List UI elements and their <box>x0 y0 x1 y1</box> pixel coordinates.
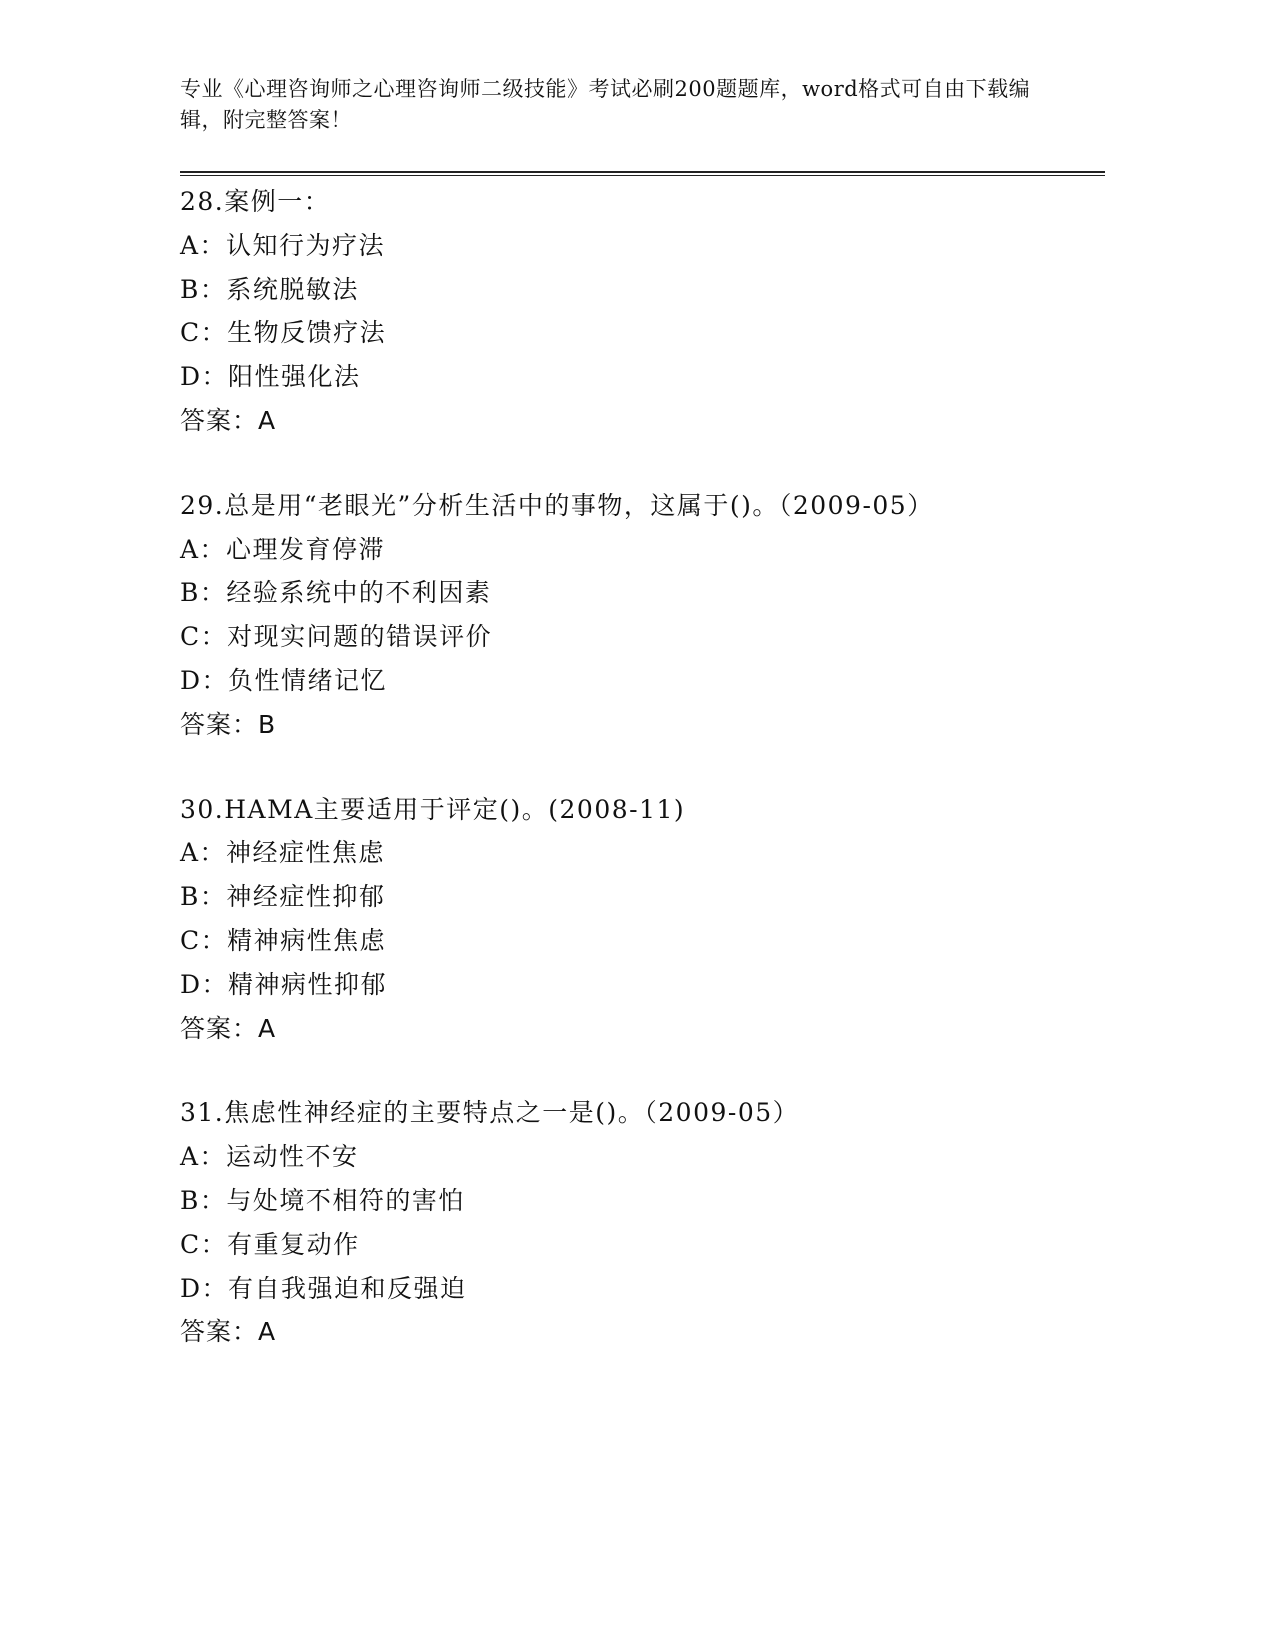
question-list <box>180 180 1105 1395</box>
header-rule-thin <box>180 175 1105 176</box>
question-stem: 29.总是用“老眼光”分析生活中的事物，这属于()。（2009-05） <box>180 490 934 520</box>
option-d: D：有自我强迫和反强迫 <box>180 1273 467 1303</box>
option-c: C：对现实问题的错误评价 <box>180 622 493 652</box>
option-c: C：有重复动作 <box>180 1229 360 1259</box>
option-a: A：认知行为疗法 <box>180 230 386 260</box>
option-a: A：运动性不安 <box>180 1142 359 1172</box>
question-stem: 31.焦虑性神经症的主要特点之一是()。（2009-05） <box>180 1098 800 1128</box>
answer-line: 答案：A <box>180 1013 277 1043</box>
option-b: B：神经症性抑郁 <box>180 882 386 912</box>
answer-line: 答案：A <box>180 1317 277 1347</box>
option-d: D：阳性强化法 <box>180 362 361 392</box>
option-a: A：心理发育停滞 <box>180 534 386 564</box>
question-stem: 28.案例一： <box>180 187 331 216</box>
option-b: B：与处境不相符的害怕 <box>180 1185 465 1215</box>
option-b: B：经验系统中的不利因素 <box>180 578 492 608</box>
answer-line: 答案：A <box>180 405 277 435</box>
document-header: 专业《心理咨询师之心理咨询师二级技能》考试必刷200题题库，word格式可自由下载编辑，附完整答案！ <box>180 77 1031 132</box>
option-c: C：精神病性焦虑 <box>180 925 387 955</box>
option-d: D：精神病性抑郁 <box>180 969 388 999</box>
question-30 <box>180 788 1105 1051</box>
answer-line: 答案：B <box>180 709 277 739</box>
option-d: D：负性情绪记忆 <box>180 665 388 695</box>
option-b: B：系统脱敏法 <box>180 274 359 304</box>
option-c: C：生物反馈疗法 <box>180 318 387 348</box>
option-a: A：神经症性焦虑 <box>180 838 386 868</box>
question-29 <box>180 484 1105 747</box>
question-28 <box>180 180 1105 443</box>
question-stem: 30.HAMA主要适用于评定()。(2008-11) <box>180 794 686 824</box>
question-31 <box>180 1091 1105 1354</box>
header-rule-thick <box>180 171 1105 173</box>
